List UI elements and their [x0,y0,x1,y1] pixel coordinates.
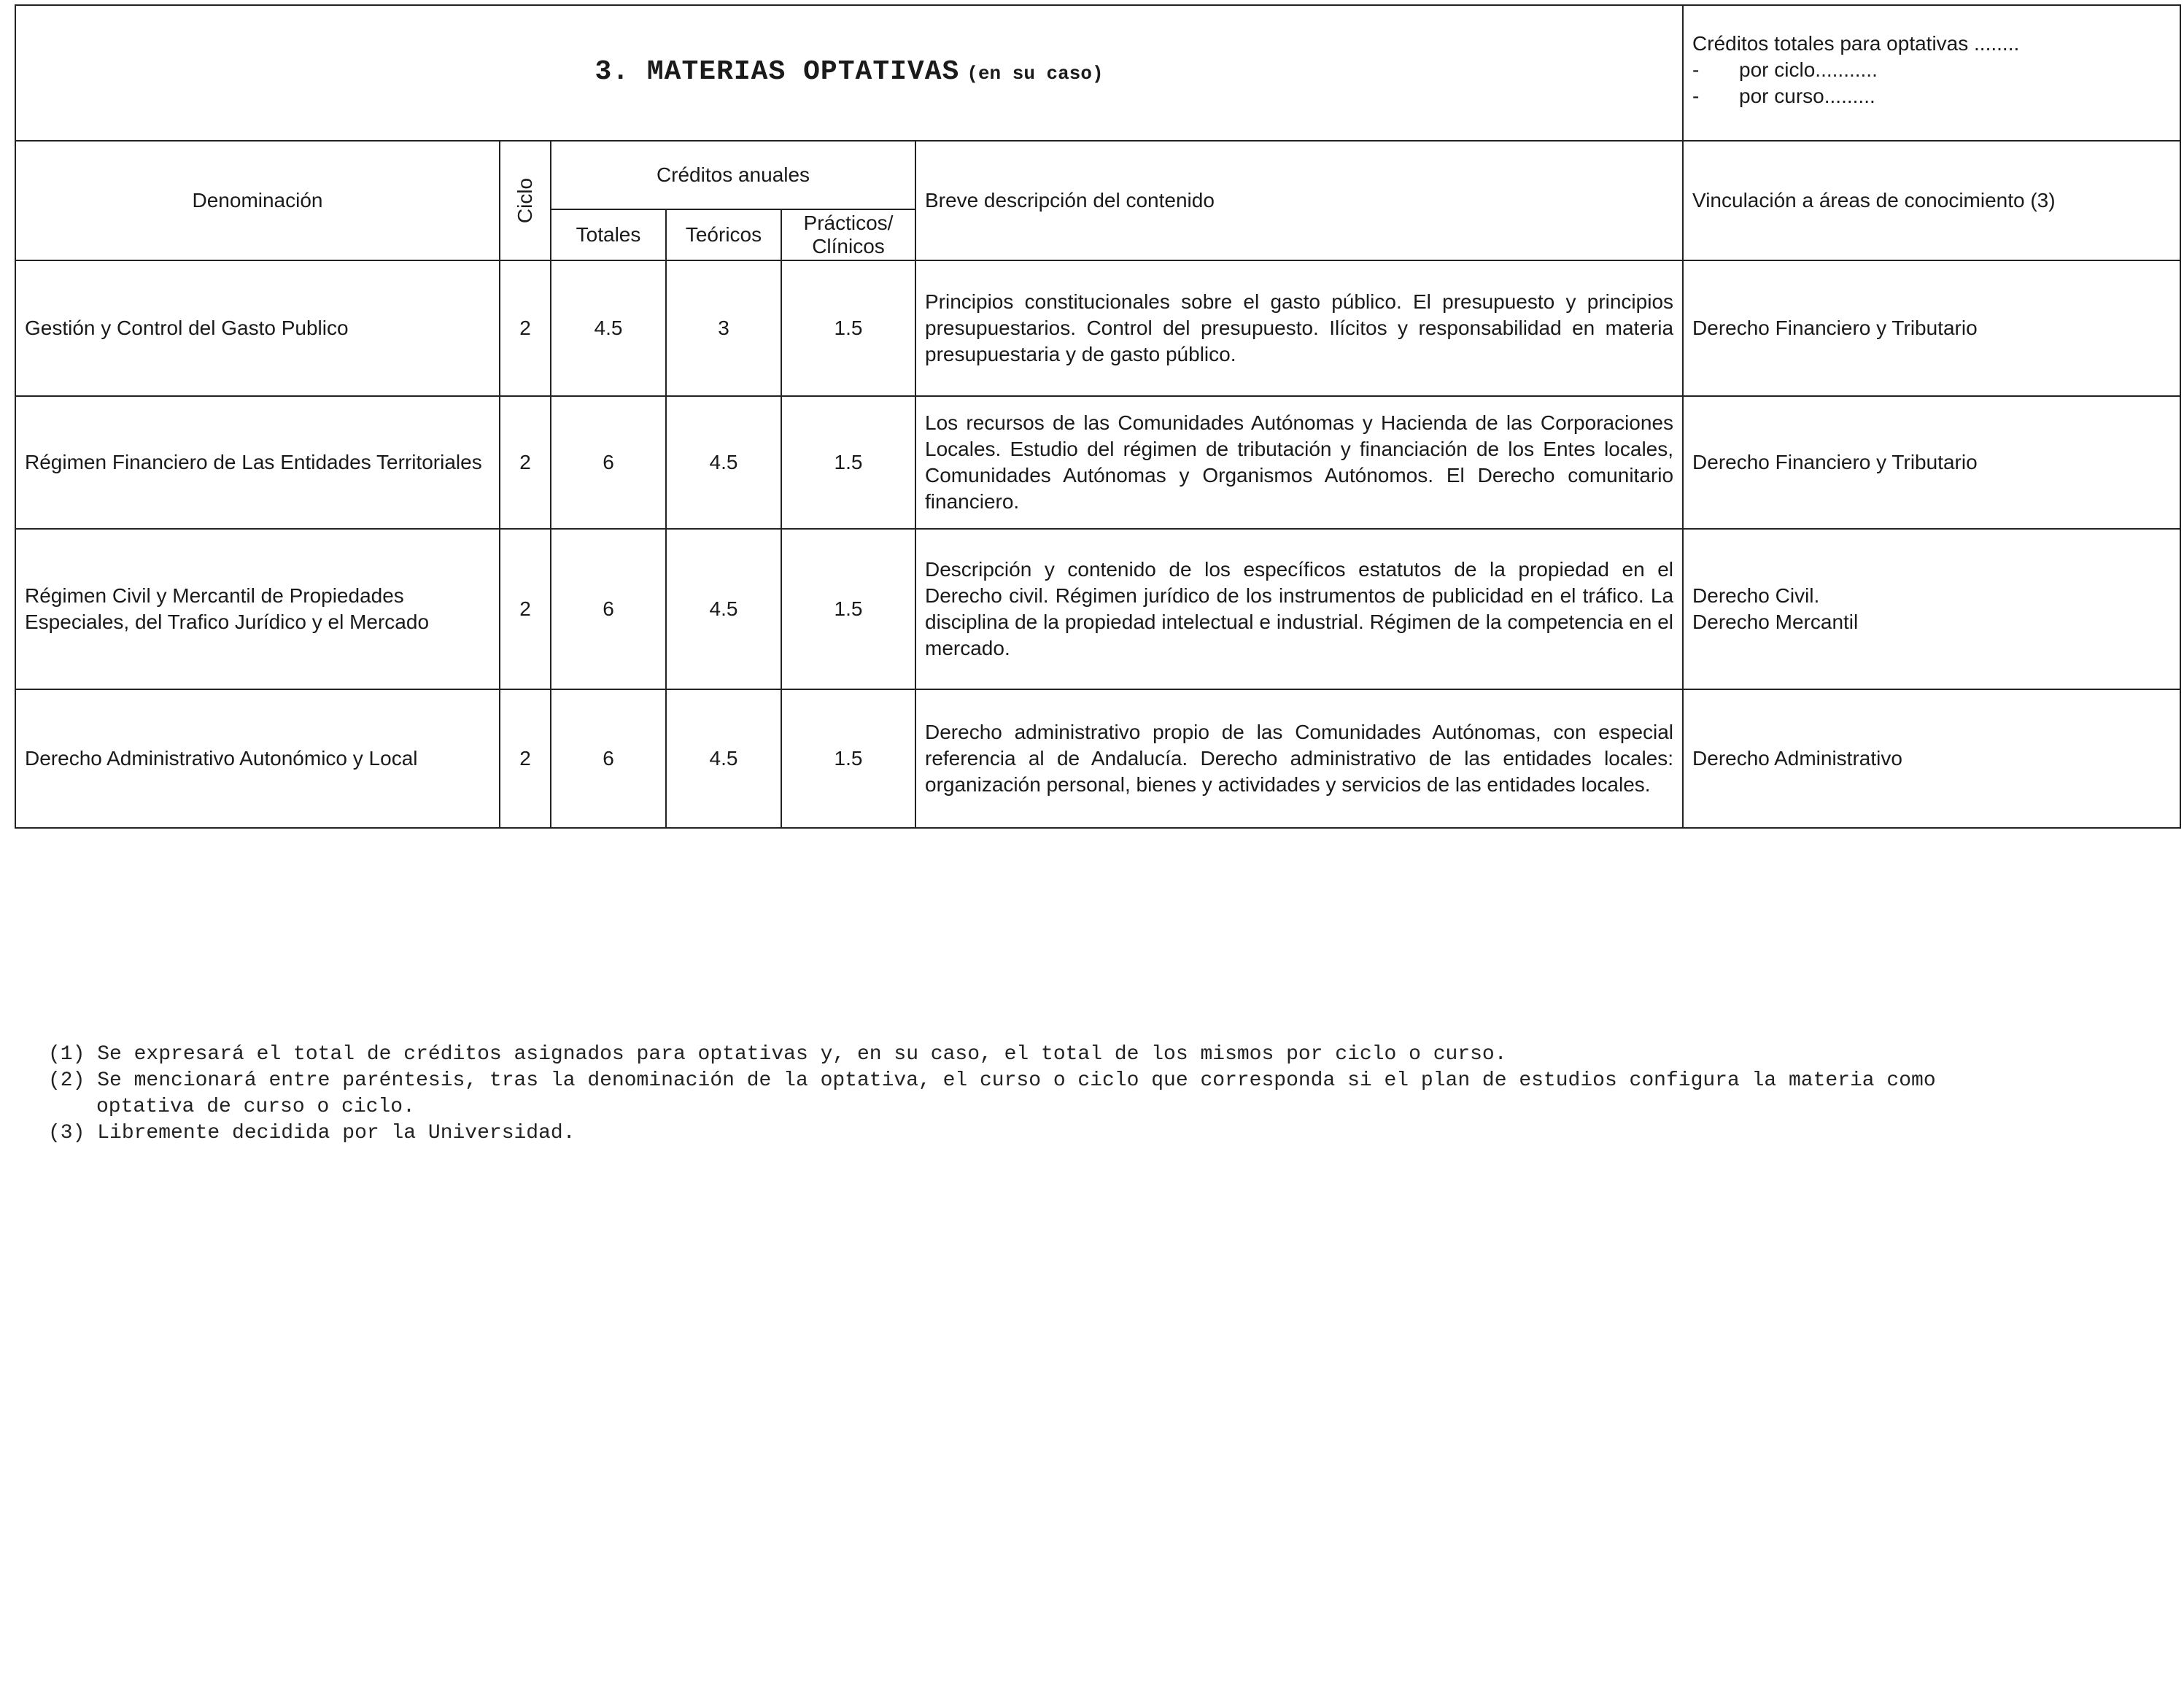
cell-totales: 6 [551,689,666,828]
footnote-3: (3) Libremente decidida por la Universidad. [48,1122,576,1144]
table-row [15,689,2180,828]
cell-teoricos: 3 [666,260,781,396]
area-name: Derecho Mercantil [1692,611,1859,633]
footnote-1: (1) Se expresará el total de créditos asignados para optativas y, en su caso, el total de los mismos por ciclo o curso. [48,1043,1507,1066]
header-ciclo-label: Ciclo [513,177,536,224]
cell-vinculacion [1683,529,2180,689]
title-cell [15,5,1683,141]
header-ciclo [500,141,551,260]
header-denominacion: Denominación [15,141,500,260]
cell-denominacion: Régimen Civil y Mercantil de Propiedades Especiales, del Trafico Jurídico y el Mercado [15,529,500,689]
cell-ciclo: 2 [500,396,551,529]
cell-teoricos: 4.5 [666,529,781,689]
cell-denominacion: Gestión y Control del Gasto Publico [15,260,500,396]
cell-descripcion: Los recursos de las Comunidades Autónomas y Hacienda de las Corporaciones Locales. Estudio del régimen de tributación y financiación de los Entes locales, Comunidades Autónomas y Organismos Autónomos. El Derecho comunitario financiero. [915,396,1683,529]
header-practicos: Prácticos/ Clínicos [781,209,915,260]
credit-totals-item: - por curso......... [1692,85,1875,107]
cell-denominacion: Derecho Administrativo Autonómico y Local [15,689,500,828]
cell-descripcion: Derecho administrativo propio de las Comunidades Autónomas, con especial referencia al de Andalucía. Derecho administrativo de las entidades locales: organización personal, bienes y actividades y servicios de las entidades locales. [915,689,1683,828]
area-name: Derecho Administrativo [1692,747,1902,770]
cell-denominacion: Régimen Financiero de Las Entidades Territoriales [15,396,500,529]
cell-practicos: 1.5 [781,396,915,529]
cell-totales: 4.5 [551,260,666,396]
table-row [15,396,2180,529]
cell-practicos: 1.5 [781,689,915,828]
title-row [15,5,2180,141]
cell-vinculacion [1683,689,2180,828]
cell-teoricos: 4.5 [666,396,781,529]
table-row [15,529,2180,689]
page-title: 3. MATERIAS OPTATIVAS [595,56,960,88]
cell-totales: 6 [551,396,666,529]
cell-ciclo: 2 [500,260,551,396]
footnote-2-continuation: optativa de curso o ciclo. [96,1096,415,1118]
cell-descripcion: Principios constitucionales sobre el gasto público. El presupuesto y principios presupuestarios. Control del presupuesto. Ilícitos y responsabilidad en materia presupuestaria y de gasto público. [915,260,1683,396]
header-vinculacion: Vinculación a áreas de conocimiento (3) [1683,141,2180,260]
credit-totals-cell [1683,5,2180,141]
cell-teoricos: 4.5 [666,689,781,828]
cell-ciclo: 2 [500,529,551,689]
credit-totals-label: Créditos totales para optativas ........ [1692,32,2020,55]
header-creditos-anuales: Créditos anuales [551,141,915,209]
cell-totales: 6 [551,529,666,689]
footnotes [48,1042,2164,1147]
area-name: Derecho Civil. [1692,584,1820,607]
optativas-table [15,4,2181,829]
column-header-row [15,141,2180,209]
cell-practicos: 1.5 [781,529,915,689]
page-title-suffix: (en su caso) [967,63,1104,85]
cell-ciclo: 2 [500,689,551,828]
footnote-2: (2) Se mencionará entre paréntesis, tras la denominación de la optativa, el curso o ciclo que corresponda si el plan de estudios configura la materia como [48,1069,1936,1092]
area-name: Derecho Financiero y Tributario [1692,317,1978,339]
header-descripcion: Breve descripción del contenido [915,141,1683,260]
header-teoricos: Teóricos [666,209,781,260]
cell-vinculacion [1683,260,2180,396]
credit-totals-item: - por ciclo........... [1692,58,1878,81]
area-name: Derecho Financiero y Tributario [1692,451,1978,473]
cell-vinculacion [1683,396,2180,529]
header-totales: Totales [551,209,666,260]
cell-practicos: 1.5 [781,260,915,396]
table-row [15,260,2180,396]
cell-descripcion: Descripción y contenido de los específicos estatutos de la propiedad en el Derecho civil. Régimen jurídico de los instrumentos de publicidad en el tráfico. La disciplina de la propiedad intelectual e industrial. Régimen de la competencia en el mercado. [915,529,1683,689]
